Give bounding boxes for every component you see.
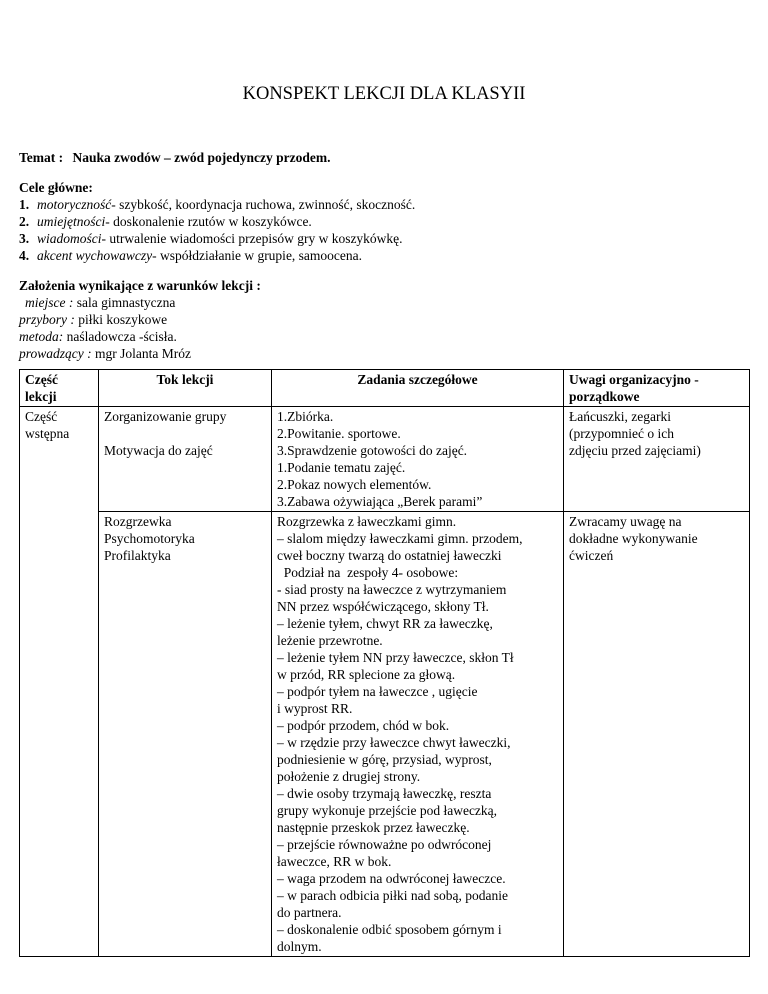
spacer [104,425,266,442]
task-line: następnie przeskok przez ławeczkę. [277,820,470,835]
condition-method [19,328,261,345]
course-item: Motywacja do zajęć [104,443,213,458]
goal-text: utrwalenie wiadomości przepisów gry w koszykówkę. [106,231,403,246]
note-line: Zwracamy uwagę na [569,514,682,529]
table-row [20,407,750,512]
goal-number: 1. [19,197,30,212]
cell-tasks [272,407,564,512]
header-tasks [272,370,564,407]
lesson-conditions [19,277,261,362]
task-line: – leżenie tyłem NN przy ławeczce, skłon Tł [277,650,514,665]
header-tasks-label: Zadania szczegółowe [357,372,478,387]
task-line: NN przez współćwiczącego, skłony Tł. [277,599,489,614]
condition-value: mgr Jolanta Mróz [91,346,191,361]
note-line: dokładne wykonywanie [569,531,698,546]
lesson-plan-table [19,369,750,957]
condition-value: naśladowcza -ścisła. [63,329,177,344]
goal-item [19,230,415,247]
note-line: (przypomnieć o ich [569,426,674,441]
main-goals [19,179,415,264]
header-notes [564,370,750,407]
course-item: Profilaktyka [104,548,171,563]
task-line: 2.Pokaz nowych elementów. [277,477,432,492]
table-row [20,512,750,957]
note-line: zdjęciu przed zajęciami) [569,443,701,458]
task-line: – leżenie tyłem, chwyt RR za ławeczkę, [277,616,493,631]
task-line: – podpór tyłem na ławeczce , ugięcie [277,684,478,699]
condition-teacher [19,345,261,362]
header-part [20,370,99,407]
goal-term: wiadomości- [37,231,106,246]
cell-course [99,512,272,957]
topic-value: Nauka zwodów – zwód pojedynczy przodem. [72,150,331,165]
cell-notes [564,512,750,957]
goal-text: szybkość, koordynacja ruchowa, zwinność, skoczność. [115,197,416,212]
task-line: – doskonalenie odbić sposobem górnym i [277,922,502,937]
task-line: dolnym. [277,939,322,954]
note-line: Łańcuszki, zegarki [569,409,671,424]
goal-number: 3. [19,231,30,246]
task-line: – podpór przodem, chód w bok. [277,718,450,733]
task-line: – przejście równoważne po odwróconej [277,837,492,852]
task-line: 1.Zbiórka. [277,409,334,424]
task-line: do partnera. [277,905,342,920]
course-item: Rozgrzewka [104,514,172,529]
goal-text: współdziałanie w grupie, samoocena. [156,248,363,263]
part-line: Część [25,409,58,424]
task-line: cweł boczny twarzą do ostatniej ławeczki [277,548,502,563]
main-goals-header: Cele główne: [19,180,93,195]
header-notes-line: Uwagi organizacyjno - [569,372,699,387]
condition-label: metoda: [19,329,64,344]
goal-item [19,213,415,230]
task-line: 3.Zabawa ożywiająca „Berek parami” [277,494,483,509]
task-line: podniesienie w górę, przysiad, wyprost, [277,752,492,767]
header-part-line: lekcji [25,389,57,404]
header-course [99,370,272,407]
task-line: – w parach odbicia piłki nad sobą, podanie [277,888,508,903]
cell-course [99,407,272,512]
cell-tasks [272,512,564,957]
goal-number: 2. [19,214,30,229]
task-line: – waga przodem na odwróconej ławeczce. [277,871,506,886]
cell-notes [564,407,750,512]
task-line: Podział na zespoły 4- osobowe: [277,565,459,580]
course-item: Zorganizowanie grupy [104,409,227,424]
task-line: ławeczce, RR w bok. [277,854,392,869]
task-line: – w rzędzie przy ławeczce chwyt ławeczki, [277,735,511,750]
cell-part [20,407,99,957]
condition-value: piłki koszykowe [74,312,168,327]
course-item: Psychomotoryka [104,531,195,546]
topic-line [19,149,331,166]
part-line: wstępna [25,426,70,441]
task-line: leżenie przewrotne. [277,633,383,648]
task-line: Rozgrzewka z ławeczkami gimn. [277,514,457,529]
condition-place [19,294,261,311]
task-line: położenie z drugiej strony. [277,769,421,784]
task-line: 1.Podanie tematu zajęć. [277,460,406,475]
goal-item [19,196,415,213]
task-line: 2.Powitanie. sportowe. [277,426,401,441]
goal-term: motoryczność- [37,197,116,212]
goal-text: doskonalenie rzutów w koszykówce. [109,214,312,229]
goal-item [19,247,415,264]
task-line: – dwie osoby trzymają ławeczkę, reszta [277,786,492,801]
condition-label: prowadzący : [19,346,92,361]
task-line: grupy wykonuje przejście pod ławeczką, [277,803,498,818]
header-course-label: Tok lekcji [156,372,214,387]
task-line: - siad prosty na ławeczce z wytrzymaniem [277,582,507,597]
header-notes-line: porządkowe [569,389,640,404]
goal-term: umiejętności- [37,214,110,229]
topic-label: Temat : [19,150,64,165]
page-title: KONSPEKT LEKCJI DLA KLASYII [242,84,526,104]
goal-term: akcent wychowawczy- [37,248,157,263]
task-line: w przód, RR splecione za głową. [277,667,456,682]
condition-label: miejsce : [25,295,74,310]
header-part-line: Część [25,372,58,387]
condition-value: sala gimnastyczna [73,295,176,310]
note-line: ćwiczeń [569,548,614,563]
task-line: – slalom między ławeczkami gimn. przodem, [277,531,523,546]
task-line: 3.Sprawdzenie gotowości do zajęć. [277,443,468,458]
table-header-row [20,370,750,407]
condition-equipment [19,311,261,328]
condition-label: przybory : [19,312,75,327]
task-line: i wyprost RR. [277,701,353,716]
lesson-conditions-header: Założenia wynikające z warunków lekcji : [19,278,261,293]
goal-number: 4. [19,248,30,263]
